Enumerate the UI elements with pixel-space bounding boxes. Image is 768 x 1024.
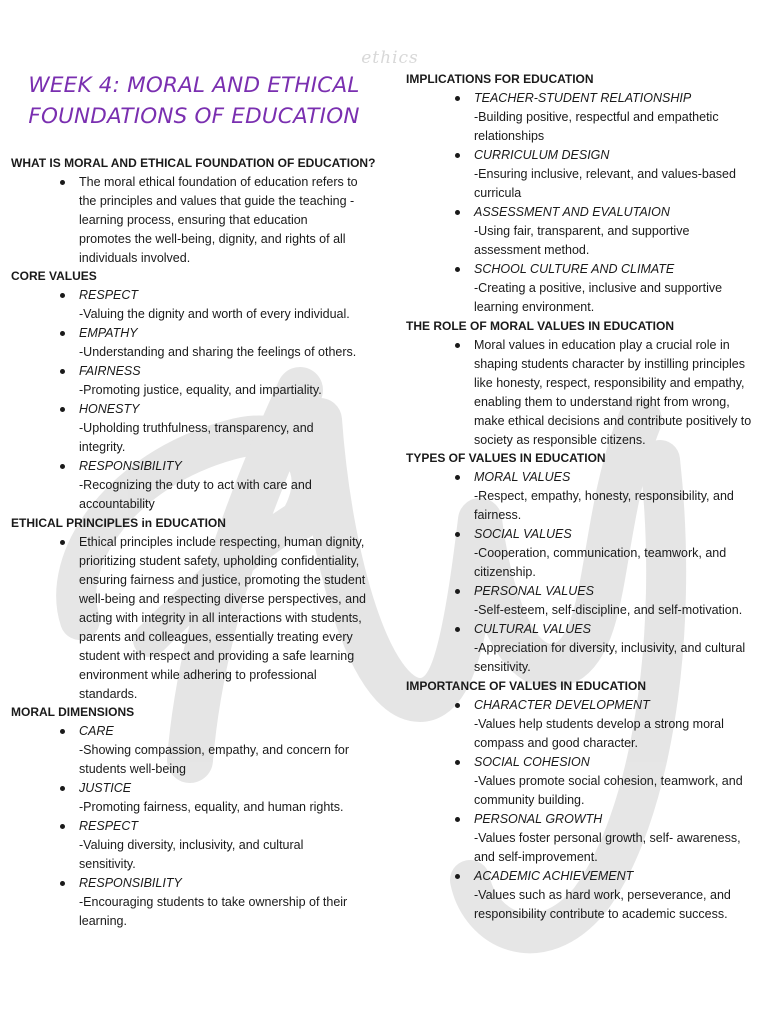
list-item — [406, 468, 762, 525]
list-item — [11, 173, 391, 268]
item-name: PERSONAL GROWTH — [474, 812, 603, 826]
item-name: CARE — [79, 724, 114, 738]
section-what-is — [11, 154, 391, 268]
item-desc: -Values help students develop a strong moral compass and good character. — [474, 717, 724, 750]
item-name: RESPONSIBILITY — [79, 876, 182, 890]
item-name: RESPECT — [79, 288, 139, 302]
item-desc: -Valuing the dignity and worth of every individual. — [79, 307, 350, 321]
item-desc: -Showing compassion, empathy, and concern for students well-being — [79, 743, 350, 776]
item-name: SOCIAL COHESION — [474, 755, 590, 769]
list-item — [406, 89, 762, 146]
item-name: SCHOOL CULTURE AND CLIMATE — [474, 262, 675, 276]
item-desc: -Cooperation, communication, teamwork, and citizenship. — [474, 546, 727, 579]
section-role — [406, 317, 762, 450]
section-heading: IMPORTANCE OF VALUES IN EDUCATION — [406, 679, 646, 693]
item-desc: -Understanding and sharing the feelings of others. — [79, 345, 357, 359]
item-desc: -Values promote social cohesion, teamwork, and community building. — [474, 774, 743, 807]
item-desc: -Values such as hard work, perseverance, and responsibility contribute to academic success. — [474, 888, 731, 921]
section-importance — [406, 677, 762, 924]
item-name: CHARACTER DEVELOPMENT — [474, 698, 650, 712]
list-item — [11, 874, 391, 931]
list-item — [406, 260, 762, 317]
list-item — [11, 779, 391, 817]
section-heading: CORE VALUES — [11, 269, 97, 283]
item-desc: -Building positive, respectful and empathetic relationships — [474, 110, 719, 143]
item-name: HONESTY — [79, 402, 140, 416]
list-item — [406, 620, 762, 677]
item-name: TEACHER-STUDENT RELATIONSHIP — [474, 91, 692, 105]
paragraph-text: Ethical principles include respecting, human dignity, prioritizing student safety, upholding confidentiality, ensuring fairness and justice, promoting the student well-being and respecting diverse perspectives, and acting with integrity in all interactions with students, parents and colleagues, essentially treating every student with respect and providing a safe learning environment while adhering to professional standards. — [79, 535, 366, 701]
list-item — [11, 400, 391, 457]
list-item — [406, 336, 762, 450]
item-desc: -Using fair, transparent, and supportive assessment method. — [474, 224, 690, 257]
watermark-text: ethics — [361, 48, 419, 68]
item-name: RESPONSIBILITY — [79, 459, 182, 473]
item-desc: -Respect, empathy, honesty, responsibility, and fairness. — [474, 489, 734, 522]
item-name: SOCIAL VALUES — [474, 527, 572, 541]
item-desc: -Promoting fairness, equality, and human rights. — [79, 800, 344, 814]
paragraph-text: The moral ethical foundation of education refers to the principles and values that guide the teaching -learning process, ensuring that education promotes the well-being, dignity, and rights of all individuals involved. — [79, 175, 358, 265]
item-desc: -Recognizing the duty to act with care and accountability — [79, 478, 312, 511]
section-ethical-principles — [11, 514, 391, 704]
item-name: ACADEMIC ACHIEVEMENT — [474, 869, 634, 883]
list-item — [11, 286, 391, 324]
section-heading: IMPLICATIONS FOR EDUCATION — [406, 72, 594, 86]
item-desc: -Appreciation for diversity, inclusivity, and cultural sensitivity. — [474, 641, 746, 674]
item-name: RESPECT — [79, 819, 139, 833]
item-desc: -Valuing diversity, inclusivity, and cultural sensitivity. — [79, 838, 304, 871]
item-name: FAIRNESS — [79, 364, 141, 378]
item-desc: -Ensuring inclusive, relevant, and values-based curricula — [474, 167, 736, 200]
section-heading: THE ROLE OF MORAL VALUES IN EDUCATION — [406, 319, 675, 333]
item-name: EMPATHY — [79, 326, 138, 340]
list-item — [406, 867, 762, 924]
list-item — [11, 457, 391, 514]
list-item — [11, 722, 391, 779]
section-heading: WHAT IS MORAL AND ETHICAL FOUNDATION OF EDUCATION? — [11, 156, 376, 170]
section-heading: MORAL DIMENSIONS — [11, 705, 135, 719]
item-name: CURRICULUM DESIGN — [474, 148, 610, 162]
paragraph-text: Moral values in education play a crucial role in shaping students character by instilling principles like honesty, respect, responsibility and empathy, enabling them to understand right from wrong, make ethical decisions and contribute positively to society as responsible citizens. — [474, 338, 752, 447]
item-name: ASSESSMENT AND EVALUTAION — [474, 205, 670, 219]
item-name: CULTURAL VALUES — [474, 622, 591, 636]
section-types — [406, 449, 762, 677]
list-item — [406, 203, 762, 260]
item-desc: -Encouraging students to take ownership of their learning. — [79, 895, 348, 928]
list-item — [406, 753, 762, 810]
list-item — [11, 817, 391, 874]
section-heading: TYPES OF VALUES IN EDUCATION — [406, 451, 606, 465]
section-heading: ETHICAL PRINCIPLES in EDUCATION — [11, 516, 226, 530]
list-item — [406, 696, 762, 753]
list-item — [11, 533, 391, 704]
section-moral-dimensions — [11, 703, 391, 931]
item-name: JUSTICE — [79, 781, 132, 795]
item-desc: -Upholding truthfulness, transparency, and integrity. — [79, 421, 314, 454]
item-name: PERSONAL VALUES — [474, 584, 594, 598]
section-core-values — [11, 267, 391, 514]
item-desc: -Creating a positive, inclusive and supportive learning environment. — [474, 281, 723, 314]
page-title: WEEK 4: MORAL AND ETHICAL FOUNDATIONS OF EDUCATION — [28, 73, 360, 129]
section-implications — [406, 70, 762, 317]
list-item — [406, 146, 762, 203]
list-item — [406, 582, 762, 620]
list-item — [406, 525, 762, 582]
item-desc: -Promoting justice, equality, and impartiality. — [79, 383, 322, 397]
item-desc: -Values foster personal growth, self- awareness, and self-improvement. — [474, 831, 741, 864]
list-item — [11, 324, 391, 362]
item-desc: -Self-esteem, self-discipline, and self-motivation. — [474, 603, 743, 617]
item-name: MORAL VALUES — [474, 470, 571, 484]
list-item — [11, 362, 391, 400]
list-item — [406, 810, 762, 867]
